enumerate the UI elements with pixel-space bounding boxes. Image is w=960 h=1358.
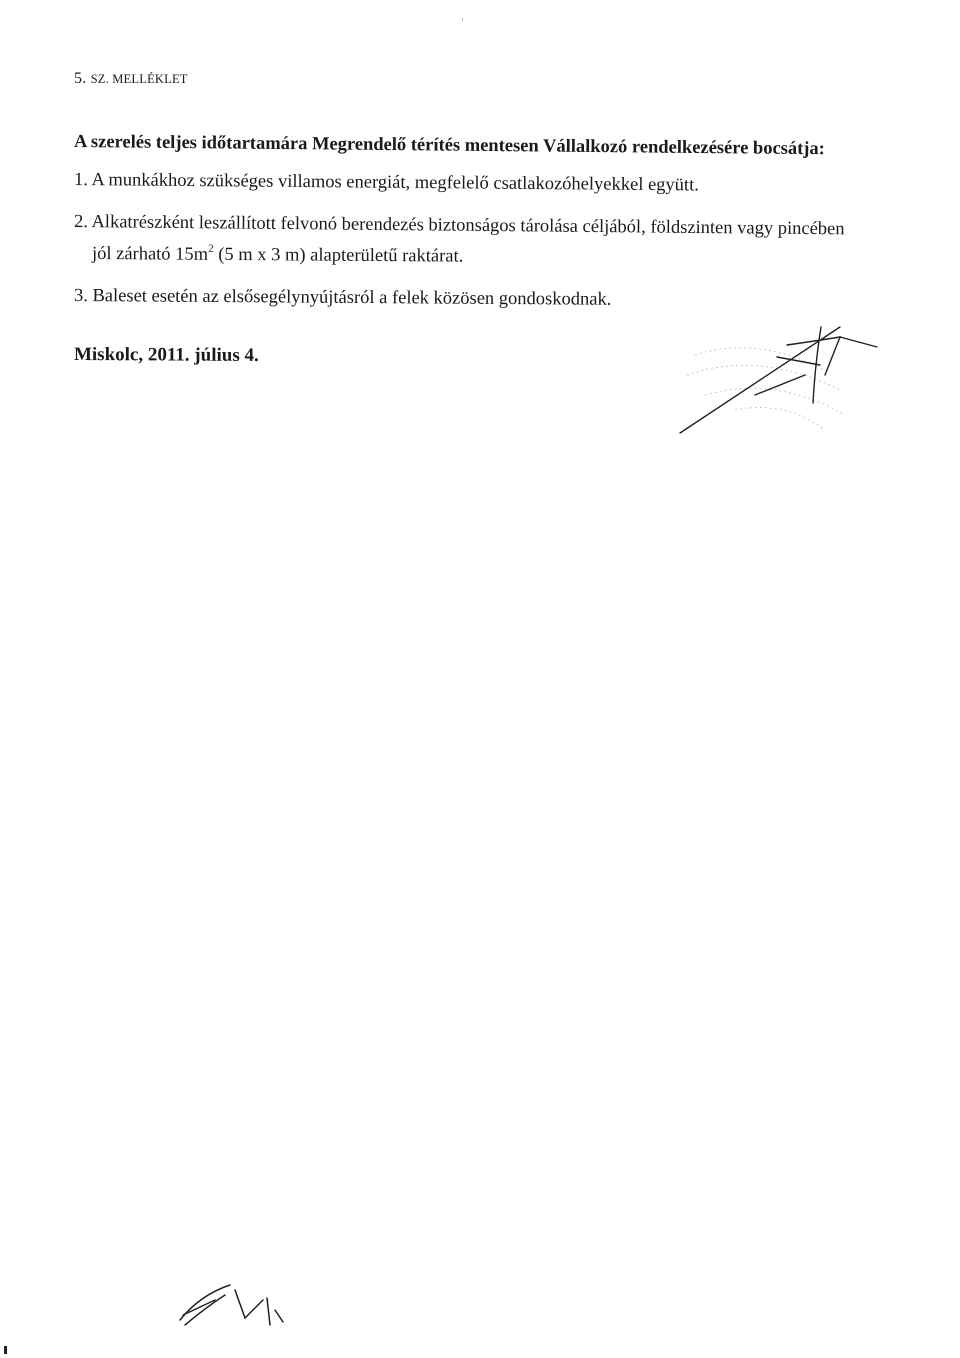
list-item-number: 1. [73,170,88,191]
handwritten-initials [175,1270,295,1335]
annex-heading-main: SZ. MELLÉKLET [90,72,188,86]
list-item-text-part: jól zárható 15m [91,244,209,265]
scan-speck [462,18,463,21]
list-item-number: 2. [73,212,88,233]
list-item-text: Baleset esetén az elsősegélynyújtásról a felek közösen gondoskodnak. [92,286,612,310]
faded-stamp [687,348,845,430]
list-item-2-line-2 [92,242,463,268]
intro-paragraph: A szerelés teljes időtartamára Megrendelő térítés mentesen Vállalkozó rendelkezésére bocsátja: [73,132,825,160]
list-item-text: Alkatrészként leszállított felvonó berendezés biztonságos tárolása céljából, földszinten vagy pincében [91,212,845,240]
list-item-1 [74,170,699,196]
place-and-date: Miskolc, 2011. július 4. [73,344,259,366]
scan-speck [4,1346,7,1354]
list-item-3 [74,286,612,311]
signature-strokes [680,327,877,433]
stamp-signature-graphic [665,315,895,460]
annex-heading-prefix: 5. [74,70,91,87]
annex-heading [74,70,188,88]
list-item-text: A munkákhoz szükséges villamos energiát, megfelelő csatlakozóhelyekkel együtt. [91,170,699,196]
list-item-number: 3. [73,286,88,307]
list-item-2-line-1 [74,212,845,240]
list-item-text-part: (5 m x 3 m) alapterületű raktárat. [213,244,464,267]
superscript: 2 [208,242,214,255]
